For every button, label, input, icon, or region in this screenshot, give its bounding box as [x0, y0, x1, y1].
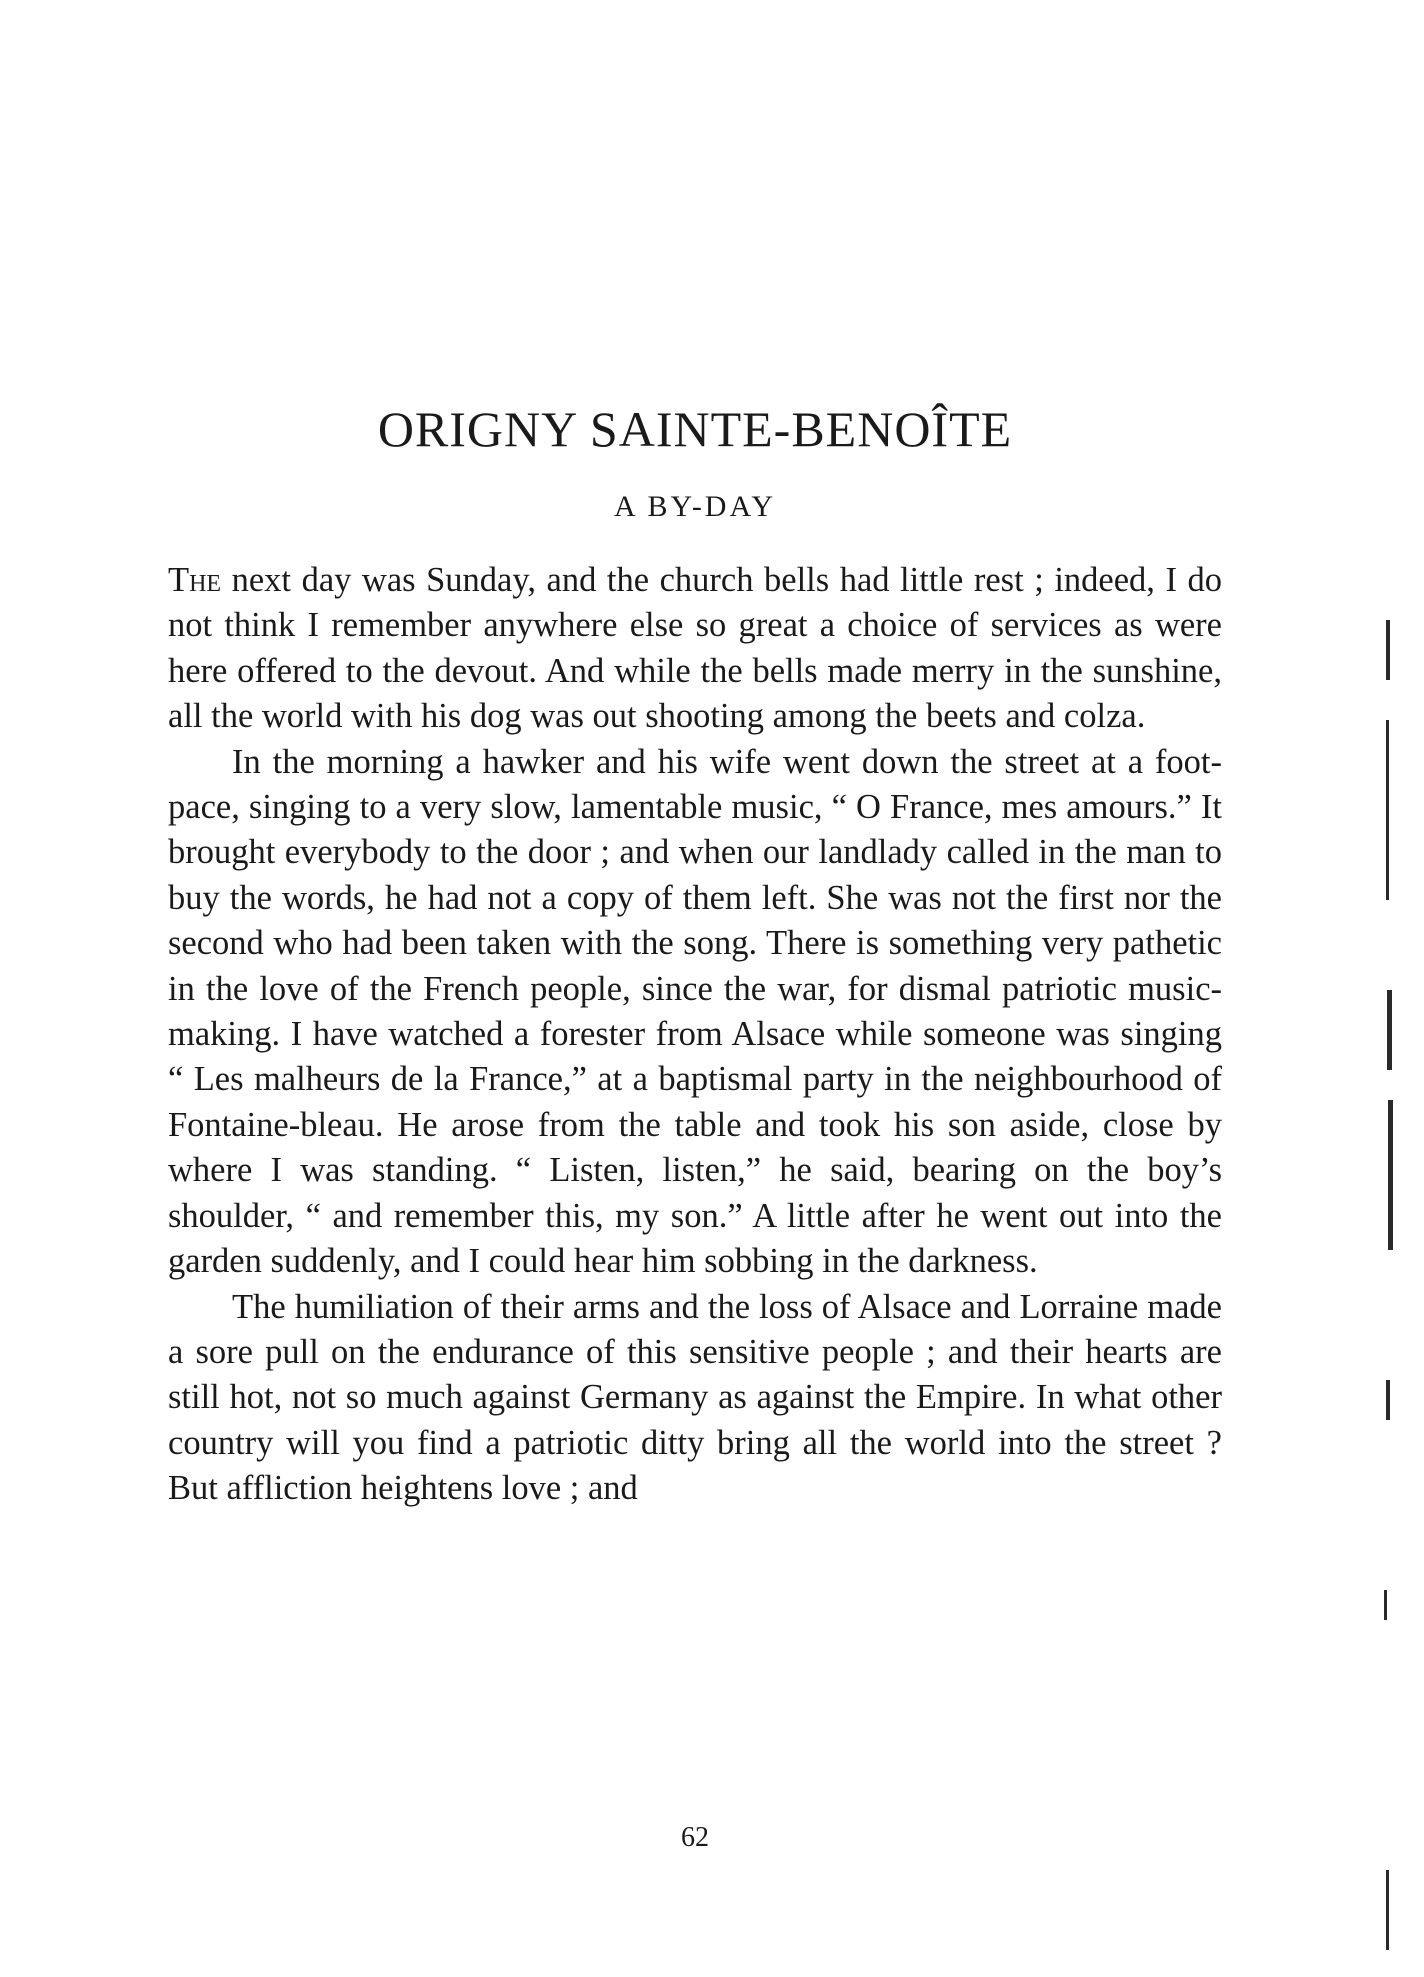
paragraph-lead-in: The [168, 561, 222, 599]
paragraph-2: In the morning a hawker and his wife went down the street at a foot-pace, singing to a very slow, lamentable music, “ O France, mes amours.” It brought everybody to the door ; and when our landlady called in the man to buy the words, he had not a copy of them left. She was not the first nor the second who had been taken with the song. There is something very pathetic in the love of the French people, since the war, for dismal patriotic music-making. I have watched a forester from Alsace while someone was singing “ Les malheurs de la France,” at a baptismal party in the neighbourhood of Fontaine-bleau. He arose from the table and took his son aside, close by where I was standing. “ Listen, listen,” he said, bearing on the boy’s shoulder, “ and remember this, my son.” A little after he went out into the garden suddenly, and I could hear him sobbing in the darkness. [168, 742, 1222, 1281]
scan-edge-mark [1386, 1870, 1389, 1950]
scan-edge-mark [1386, 620, 1390, 680]
chapter-subtitle: A BY-DAY [613, 490, 777, 523]
scan-edge-mark [1386, 720, 1389, 900]
scan-edge-mark [1388, 1100, 1393, 1250]
chapter-title: ORIGNY SAINTE-BENOÎTE [377, 401, 1013, 457]
page-number: 62 [681, 1822, 709, 1853]
scan-edge-mark [1387, 990, 1392, 1070]
paragraph-1-text: next day was Sunday, and the church bells had little rest ; indeed, I do not think I remember anywhere else so great a choice of services as were here offered to the devout. And while the bells made merry in the sunshine, all the world with his dog was out shooting among the beets and colza. [168, 561, 1222, 736]
scan-edge-mark [1384, 1590, 1387, 1620]
body-text [168, 558, 1222, 1512]
scan-edge-mark [1386, 1380, 1390, 1420]
paragraph-3: The humiliation of their arms and the loss of Alsace and Lorraine made a sore pull on the endurance of this sensitive people ; and their hearts are still hot, not so much against Germany as against the Empire. In what other country will you find a patriotic ditty bring all the world into the street ? But affliction heightens love ; and [168, 1287, 1222, 1508]
paragraph-1 [168, 558, 1222, 740]
